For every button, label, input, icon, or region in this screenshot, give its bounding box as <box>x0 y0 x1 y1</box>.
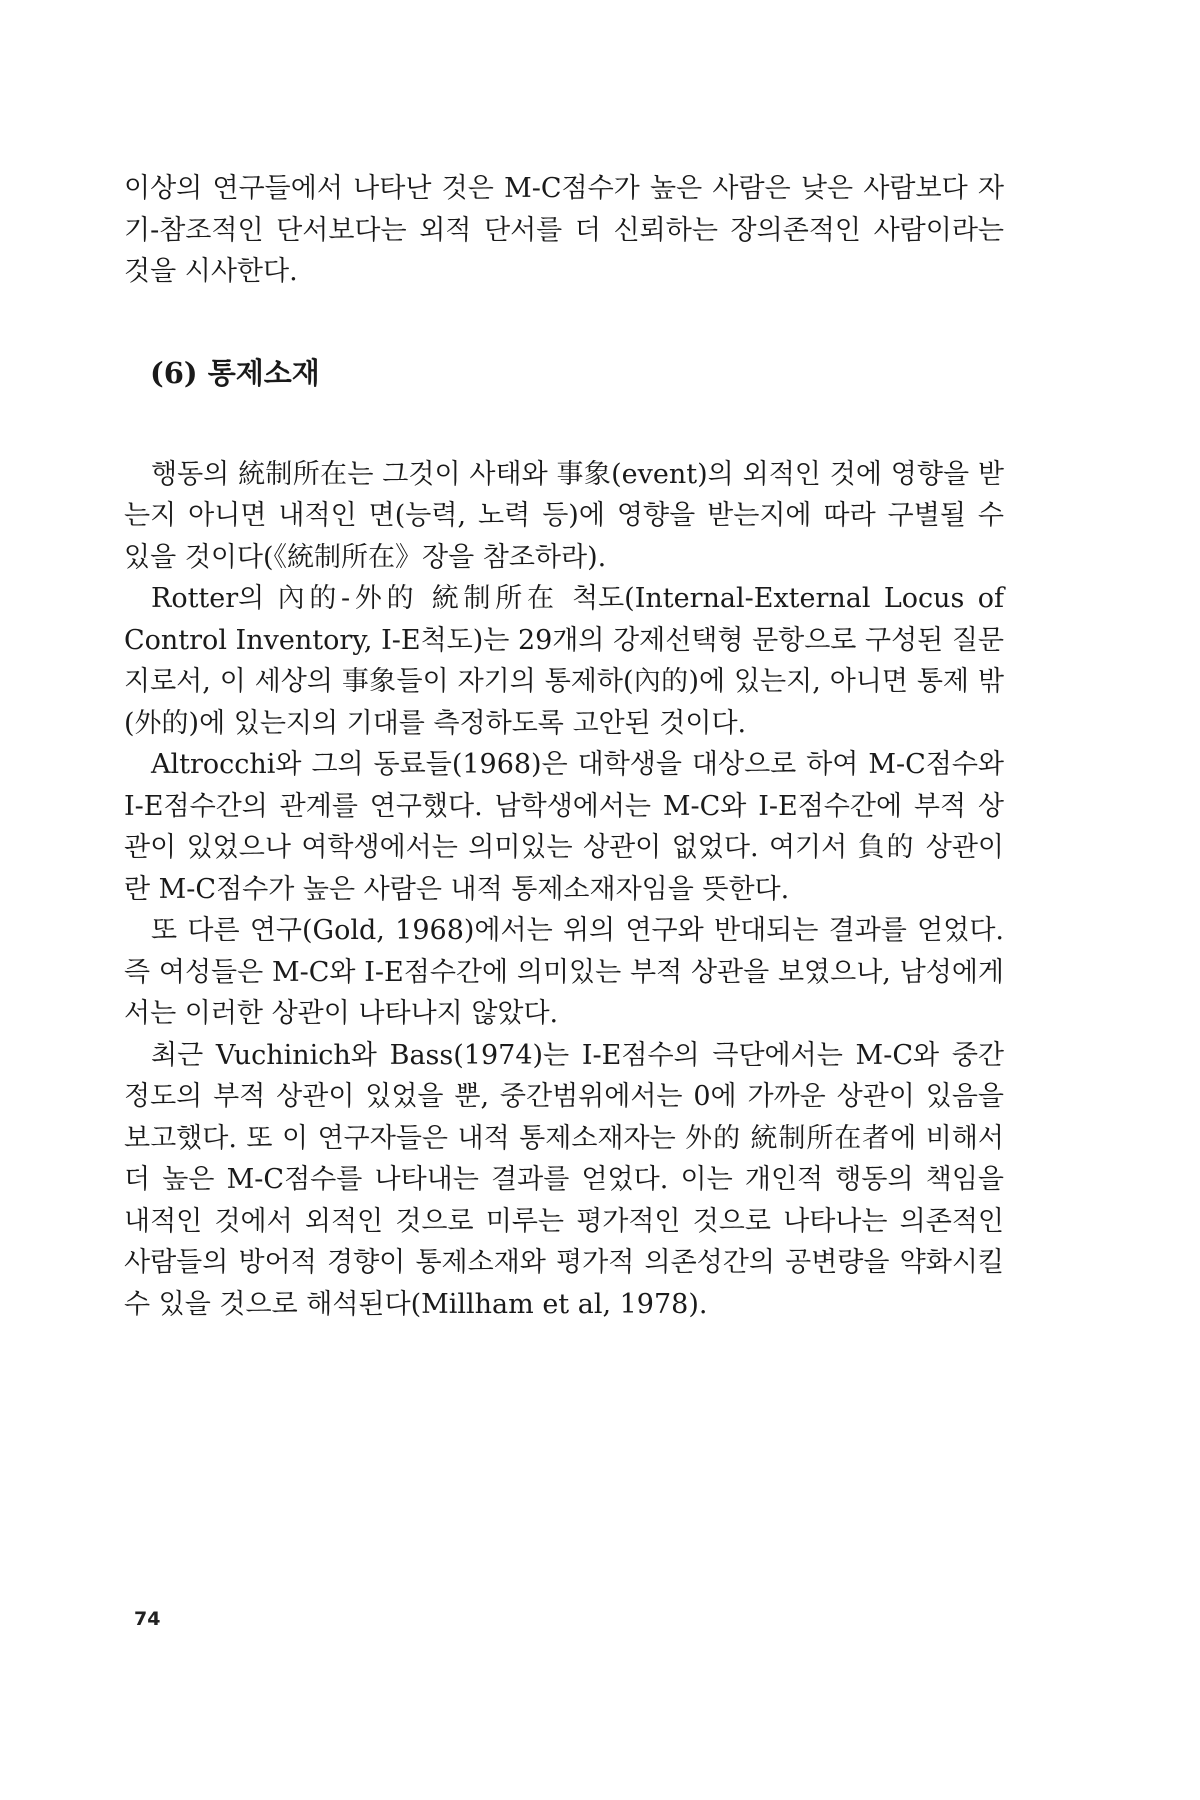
paragraph-vuchinich-bass-study: 최근 Vuchinich와 Bass(1974)는 I-E점수의 극단에서는 M-C와 중간정도의 부적 상관이 있었을 뿐, 중간범위에서는 0에 가까운 상관이 있음을 보고했다. 또 이 연구자들은 내적 통제소재자는 外的 統制所在者에 비해서 더 높은 M-C점수를 나타내는 결과를 얻었다. 이는 개인적 행동의 책임을 내적인 것에서 외적인 것으로 미루는 평가적인 것으로 나타나는 의존적인 사람들의 방어적 경향이 통제소재와 평가적 의존성간의 공변량을 약화시킬 수 있을 것으로 해석된다(Millham et al, 1978). <box>124 1039 1004 1320</box>
paragraph-locus-definition: 행동의 統制所在는 그것이 사태와 事象(event)의 외적인 것에 영향을 받는지 아니면 내적인 면(능력, 노력 등)에 영향을 받는지에 따라 구별될 수 있을 것이다(《統制所在》장을 참조하라). <box>124 458 1004 573</box>
paragraph-gold-study: 또 다른 연구(Gold, 1968)에서는 위의 연구와 반대되는 결과를 얻었다. 즉 여성들은 M-C와 I-E점수간에 의미있는 부적 상관을 보였으나, 남성에게서는 이러한 상관이 나타나지 않았다. <box>124 915 1004 1029</box>
intro-paragraph: 이상의 연구들에서 나타난 것은 M-C점수가 높은 사람은 낮은 사람보다 자기-참조적인 단서보다는 외적 단서를 더 신뢰하는 장의존적인 사람이라는 것을 시사한다. <box>124 173 1004 287</box>
section-heading: (6) 통제소재 <box>150 355 320 390</box>
paragraph-rotter-scale: Rotter의 內的-外的 統制所在 척도(Internal-External Locus of Control Inventory, I-E척도)는 29개의 강제선택형 문항으로 구성된 질문지로서, 이 세상의 事象들이 자기의 통제하(內的)에 있는지, 아니면 통제 밖(外的)에 있는지의 기대를 측정하도록 고안된 것이다. <box>124 583 1004 739</box>
paragraph-altrocchi-study: Altrocchi와 그의 동료들(1968)은 대학생을 대상으로 하여 M-C점수와 I-E점수간의 관계를 연구했다. 남학생에서는 M-C와 I-E점수간에 부적 상관이 있었으나 여학생에서는 의미있는 상관이 없었다. 여기서 負的 상관이란 M-C점수가 높은 사람은 내적 통제소재자임을 뜻한다. <box>124 749 1004 905</box>
page-body <box>124 168 1004 1325</box>
page-number: 74 <box>134 1608 161 1630</box>
